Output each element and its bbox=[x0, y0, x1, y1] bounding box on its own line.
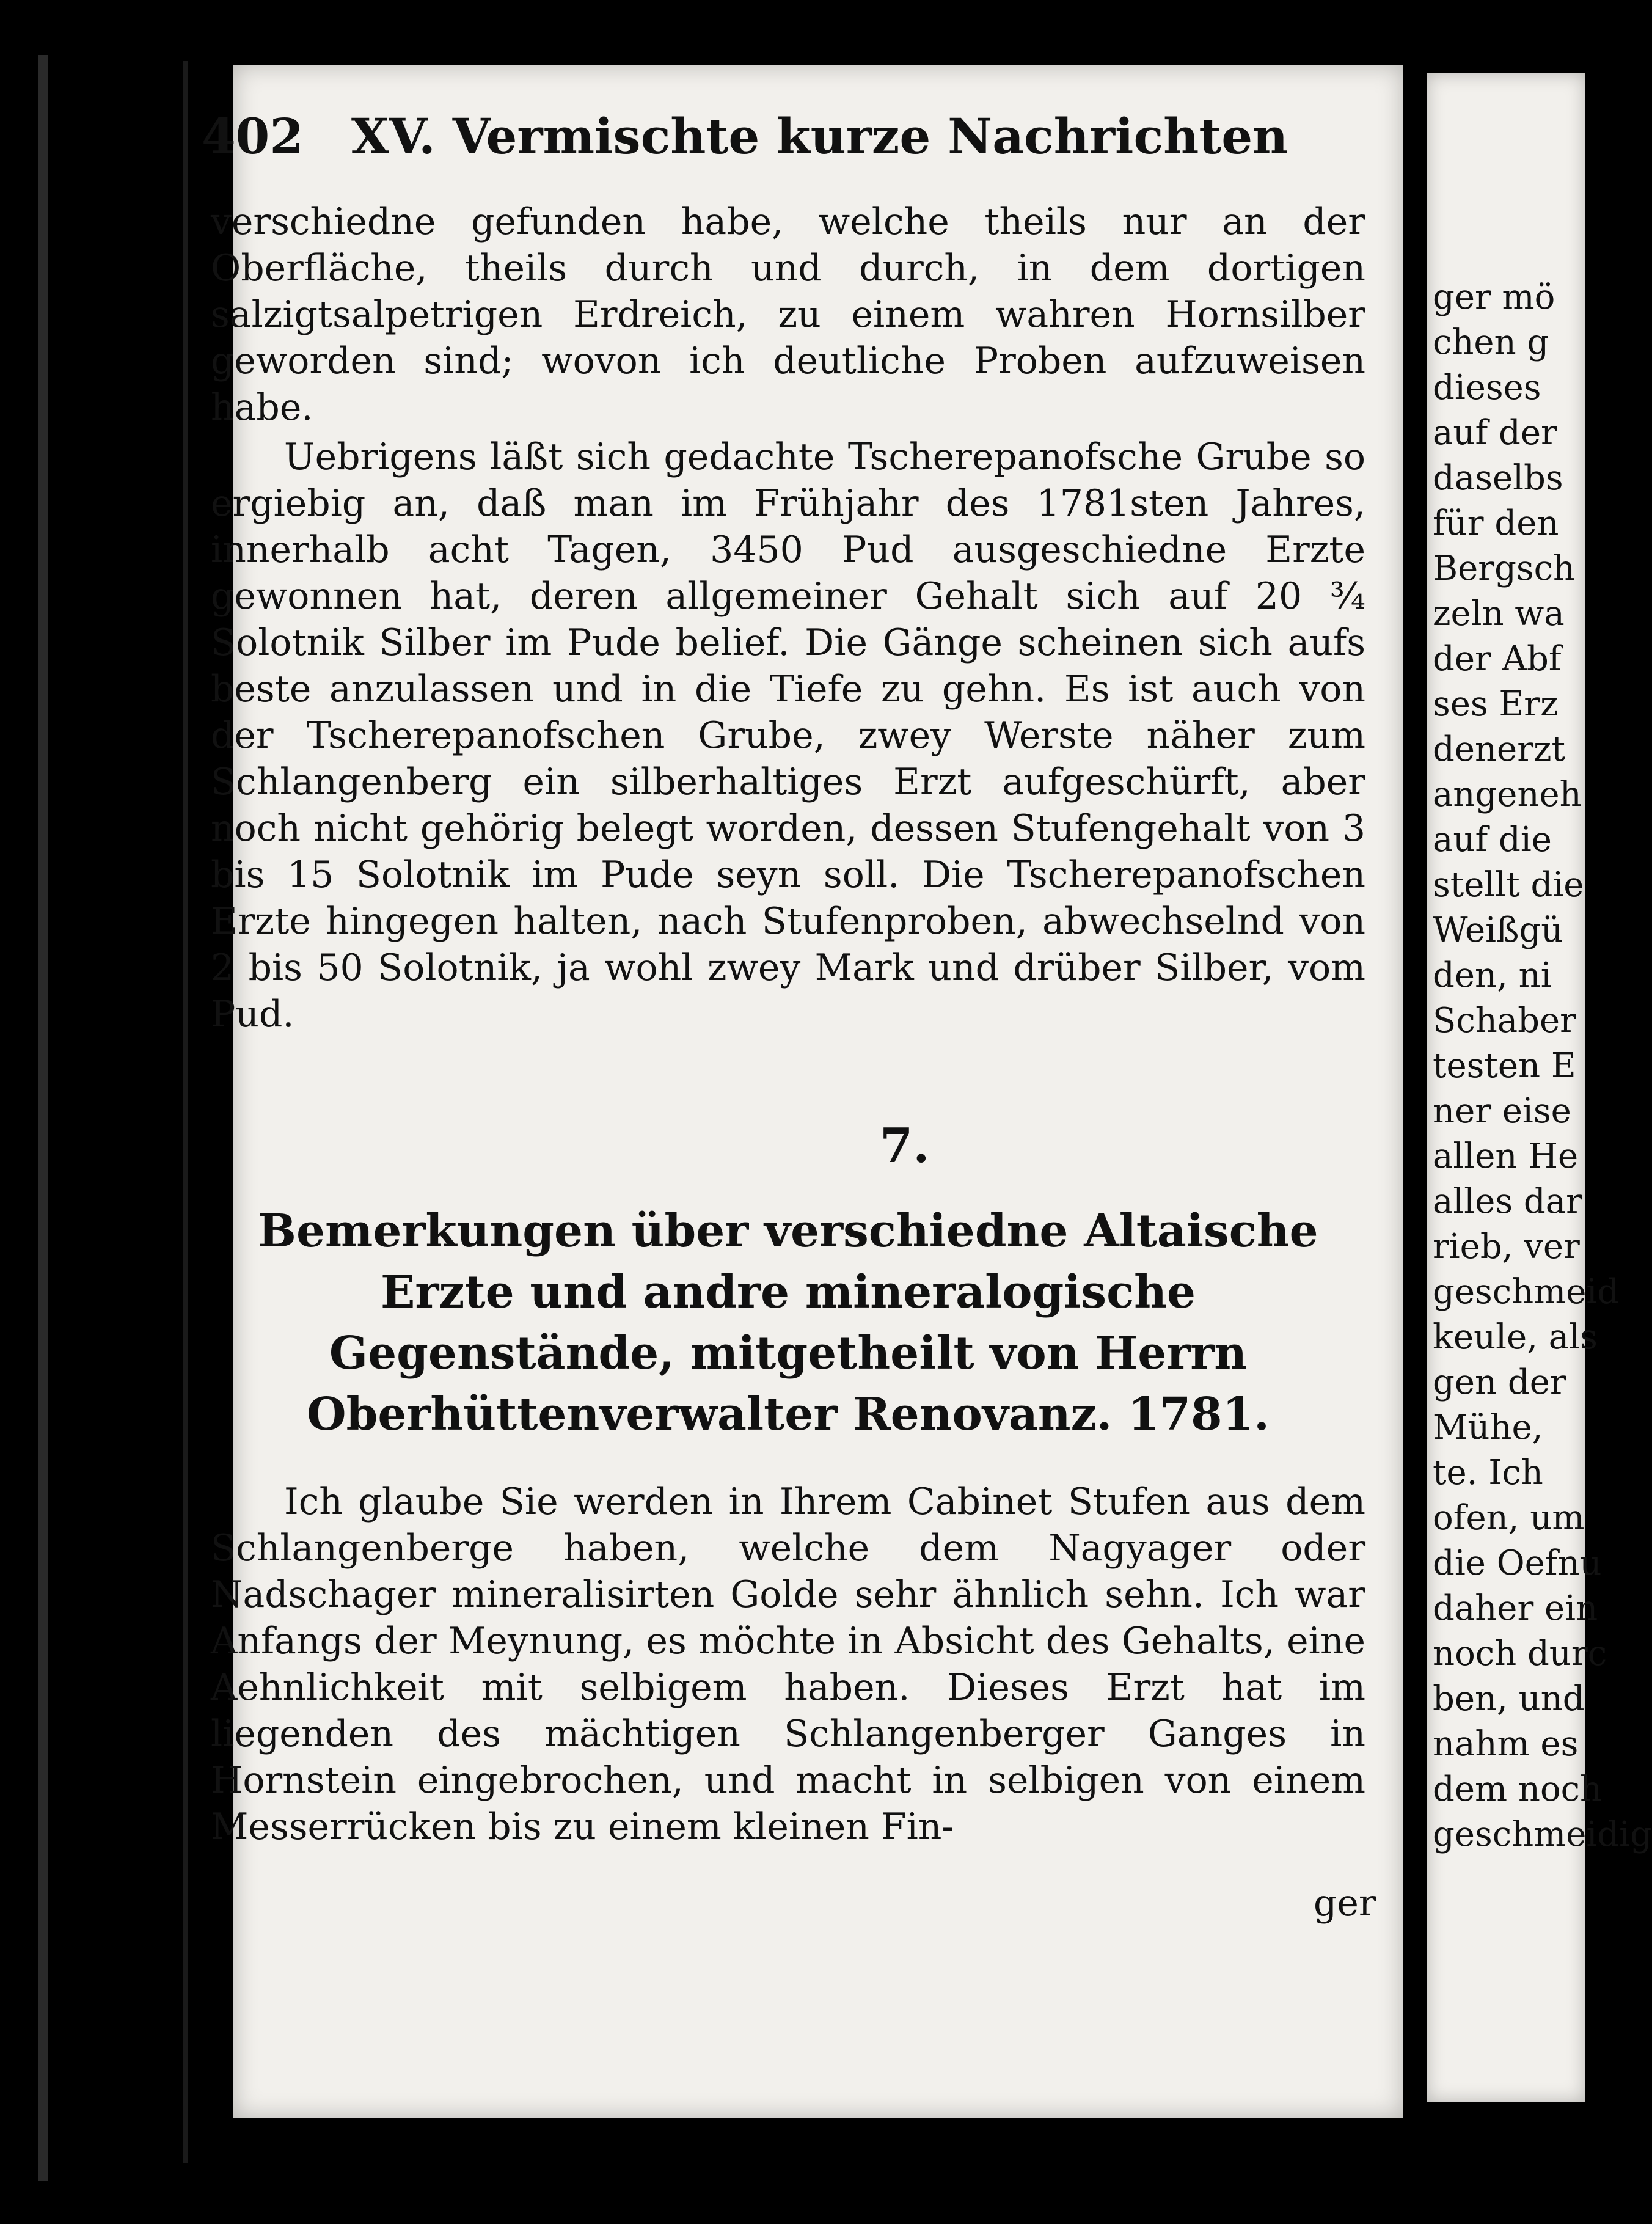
right-page-fragment bbox=[1427, 73, 1652, 2102]
catchword: ger bbox=[1314, 1882, 1376, 1925]
right-page-text: ger mö chen g dieses auf der daselbs für den Bergsch zeln wa der Abf ses Erz denerzt angeneh auf die stellt die Weißgü den, ni Schaber testen E ner eise allen He alles dar rieb, ver geschmeid keule, als gen der Mühe, te. Ich ofen, um die Oefnu daher ein noch durc ben, und nahm es dem noch geschmeidig bbox=[1433, 277, 1652, 1854]
book-spine-edge bbox=[38, 55, 48, 2181]
page-number: 402 bbox=[202, 108, 304, 165]
running-title: XV. Vermischte kurze Nachrichten bbox=[351, 108, 1288, 165]
paragraph-1: verschiedne gefunden habe, welche theils nur an der Oberfläche, theils durch und durch, in dem dortigen salzigtsalpetrigen Erdreich, zu einem wahren Hornsilber geworden sind; wovon ich deutliche Proben aufzuweisen habe. bbox=[211, 200, 1365, 429]
paragraph-2: Uebrigens läßt sich gedachte Tscherepanofsche Grube so ergiebig an, daß man im Frühjahr des 1781sten Jahres, innerhalb acht Tagen, 3450 Pud ausgeschiedne Erzte gewonnen hat, deren allgemeiner Gehalt sich auf 20 ¾ Solotnik Silber im Pude belief. Die Gänge scheinen sich aufs beste anzulassen und in die Tiefe zu gehn. Es ist auch von der Tscherepanofschen Grube, zwey Werste näher zum Schlangenberg ein silberhaltiges Erzt aufgeschürft, aber noch nicht gehörig belegt worden, dessen Stufengehalt von 3 bis 15 Solotnik im Pude seyn soll. Die Tscherepanofschen Erzte hingegen halten, nach Stufenproben, abwechselnd von 2 bis 50 Solotnik, ja wohl zwey Mark und drüber Silber, vom Pud. bbox=[211, 436, 1365, 1036]
page-edge-shadow bbox=[183, 61, 188, 2163]
section-title: Bemerkungen über verschiedne Altaische Erzte und andre mineralogische Gegenstände, mitgetheilt von Herrn Oberhüttenverwalter Renovanz. 1781. bbox=[258, 1205, 1318, 1441]
page-header bbox=[202, 108, 1289, 175]
paragraph-3: Ich glaube Sie werden in Ihrem Cabinet Stufen aus dem Schlangenberge haben, welche dem Nagyager oder Nadschager mineralisirten Golde sehr ähnlich sehn. Ich war Anfangs der Meynung, es möchte in Absicht des Gehalts, eine Aehnlichkeit mit selbigem haben. Dieses Erzt hat im liegenden des mächtigen Schlangenberger Ganges in Hornstein eingebrochen, und macht in selbigen von einem Messerrücken bis zu einem kleinen Fin- bbox=[211, 1480, 1365, 1848]
section-number: 7. bbox=[880, 1118, 930, 1174]
